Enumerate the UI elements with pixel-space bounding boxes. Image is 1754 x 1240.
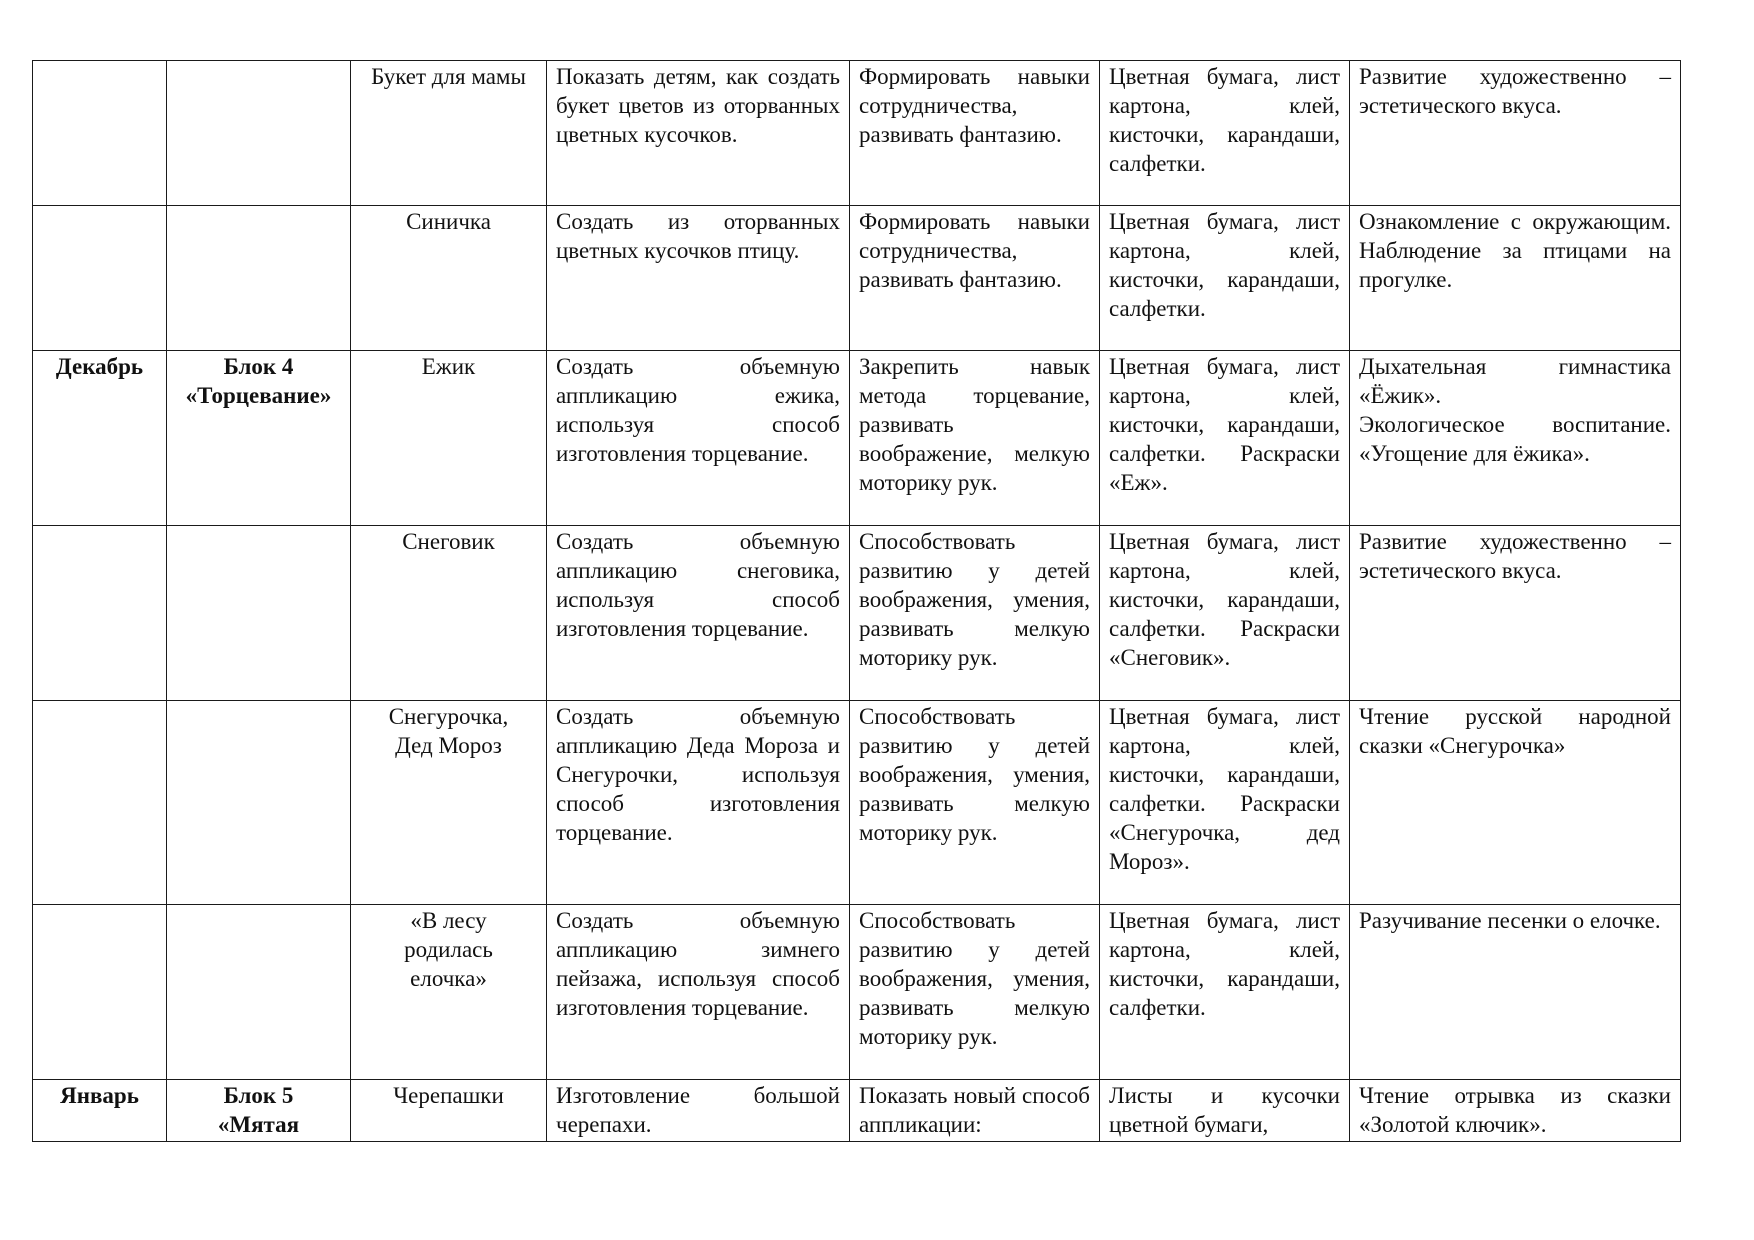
link-cell: Развитие художественно – эстетического вкуса.: [1350, 61, 1681, 206]
table-row: [33, 526, 1681, 701]
link-cell: Ознакомление с окружающим. Наблюдение за птицами на прогулке.: [1350, 206, 1681, 351]
tasks-cell: Закрепить навык метода торцевание, развивать воображение, мелкую моторику рук.: [850, 351, 1100, 526]
goal-cell: Показать детям, как создать букет цветов из оторванных цветных кусочков.: [547, 61, 850, 206]
block-cell: [167, 701, 351, 905]
goal-cell: Создать объемную аппликацию снеговика, используя способ изготовления торцевание.: [547, 526, 850, 701]
tasks-cell: Способствовать развитию у детей воображения, умения, развивать мелкую моторику рук.: [850, 905, 1100, 1080]
link-cell: Развитие художественно – эстетического вкуса.: [1350, 526, 1681, 701]
month-cell: [33, 61, 167, 206]
month-cell: [33, 206, 167, 351]
block-cell: Блок 5 «Мятая: [167, 1080, 351, 1142]
table-row: [33, 351, 1681, 526]
topic-cell: Черепашки: [351, 1080, 547, 1142]
block-cell: [167, 905, 351, 1080]
link-cell: Разучивание песенки о елочке.: [1350, 905, 1681, 1080]
goal-cell: Создать из оторванных цветных кусочков птицу.: [547, 206, 850, 351]
tasks-cell: Способствовать развитию у детей воображения, умения, развивать мелкую моторику рук.: [850, 526, 1100, 701]
tasks-cell: Формировать навыки сотрудничества, развивать фантазию.: [850, 206, 1100, 351]
tasks-cell: Способствовать развитию у детей воображения, умения, развивать мелкую моторику рук.: [850, 701, 1100, 905]
table-row: [33, 701, 1681, 905]
goal-cell: Создать объемную аппликацию зимнего пейзажа, используя способ изготовления торцевание.: [547, 905, 850, 1080]
link-cell: Чтение русской народной сказки «Снегурочка»: [1350, 701, 1681, 905]
month-cell: Январь: [33, 1080, 167, 1142]
materials-cell: Цветная бумага, лист картона, клей, кисточки, карандаши, салфетки. Раскраски «Снеговик».: [1100, 526, 1350, 701]
table-row: [33, 206, 1681, 351]
month-cell: [33, 526, 167, 701]
topic-cell: «В лесу родилась елочка»: [351, 905, 547, 1080]
table-row: [33, 905, 1681, 1080]
topic-cell: Синичка: [351, 206, 547, 351]
lesson-plan-table: [32, 60, 1681, 1142]
tasks-cell: Формировать навыки сотрудничества, развивать фантазию.: [850, 61, 1100, 206]
materials-cell: Листы и кусочки цветной бумаги,: [1100, 1080, 1350, 1142]
topic-cell: Снеговик: [351, 526, 547, 701]
tasks-cell: Показать новый способ аппликации:: [850, 1080, 1100, 1142]
month-cell: [33, 905, 167, 1080]
goal-cell: Создать объемную аппликацию Деда Мороза и Снегурочки, используя способ изготовления торцевание.: [547, 701, 850, 905]
topic-cell: Ежик: [351, 351, 547, 526]
block-cell: [167, 206, 351, 351]
topic-cell: Букет для мамы: [351, 61, 547, 206]
materials-cell: Цветная бумага, лист картона, клей, кисточки, карандаши, салфетки. Раскраски «Еж».: [1100, 351, 1350, 526]
block-cell: [167, 61, 351, 206]
materials-cell: Цветная бумага, лист картона, клей, кисточки, карандаши, салфетки. Раскраски «Снегурочка, дед Мороз».: [1100, 701, 1350, 905]
table-row: [33, 1080, 1681, 1142]
materials-cell: Цветная бумага, лист картона, клей, кисточки, карандаши, салфетки.: [1100, 206, 1350, 351]
table-row: [33, 61, 1681, 206]
topic-cell: Снегурочка, Дед Мороз: [351, 701, 547, 905]
goal-cell: Изготовление большой черепахи.: [547, 1080, 850, 1142]
materials-cell: Цветная бумага, лист картона, клей, кисточки, карандаши, салфетки.: [1100, 61, 1350, 206]
materials-cell: Цветная бумага, лист картона, клей, кисточки, карандаши, салфетки.: [1100, 905, 1350, 1080]
link-cell: Чтение отрывка из сказки «Золотой ключик».: [1350, 1080, 1681, 1142]
block-cell: Блок 4 «Торцевание»: [167, 351, 351, 526]
block-cell: [167, 526, 351, 701]
month-cell: [33, 701, 167, 905]
link-cell: Дыхательная гимнастика «Ёжик». Экологическое воспитание. «Угощение для ёжика».: [1350, 351, 1681, 526]
goal-cell: Создать объемную аппликацию ежика, используя способ изготовления торцевание.: [547, 351, 850, 526]
month-cell: Декабрь: [33, 351, 167, 526]
